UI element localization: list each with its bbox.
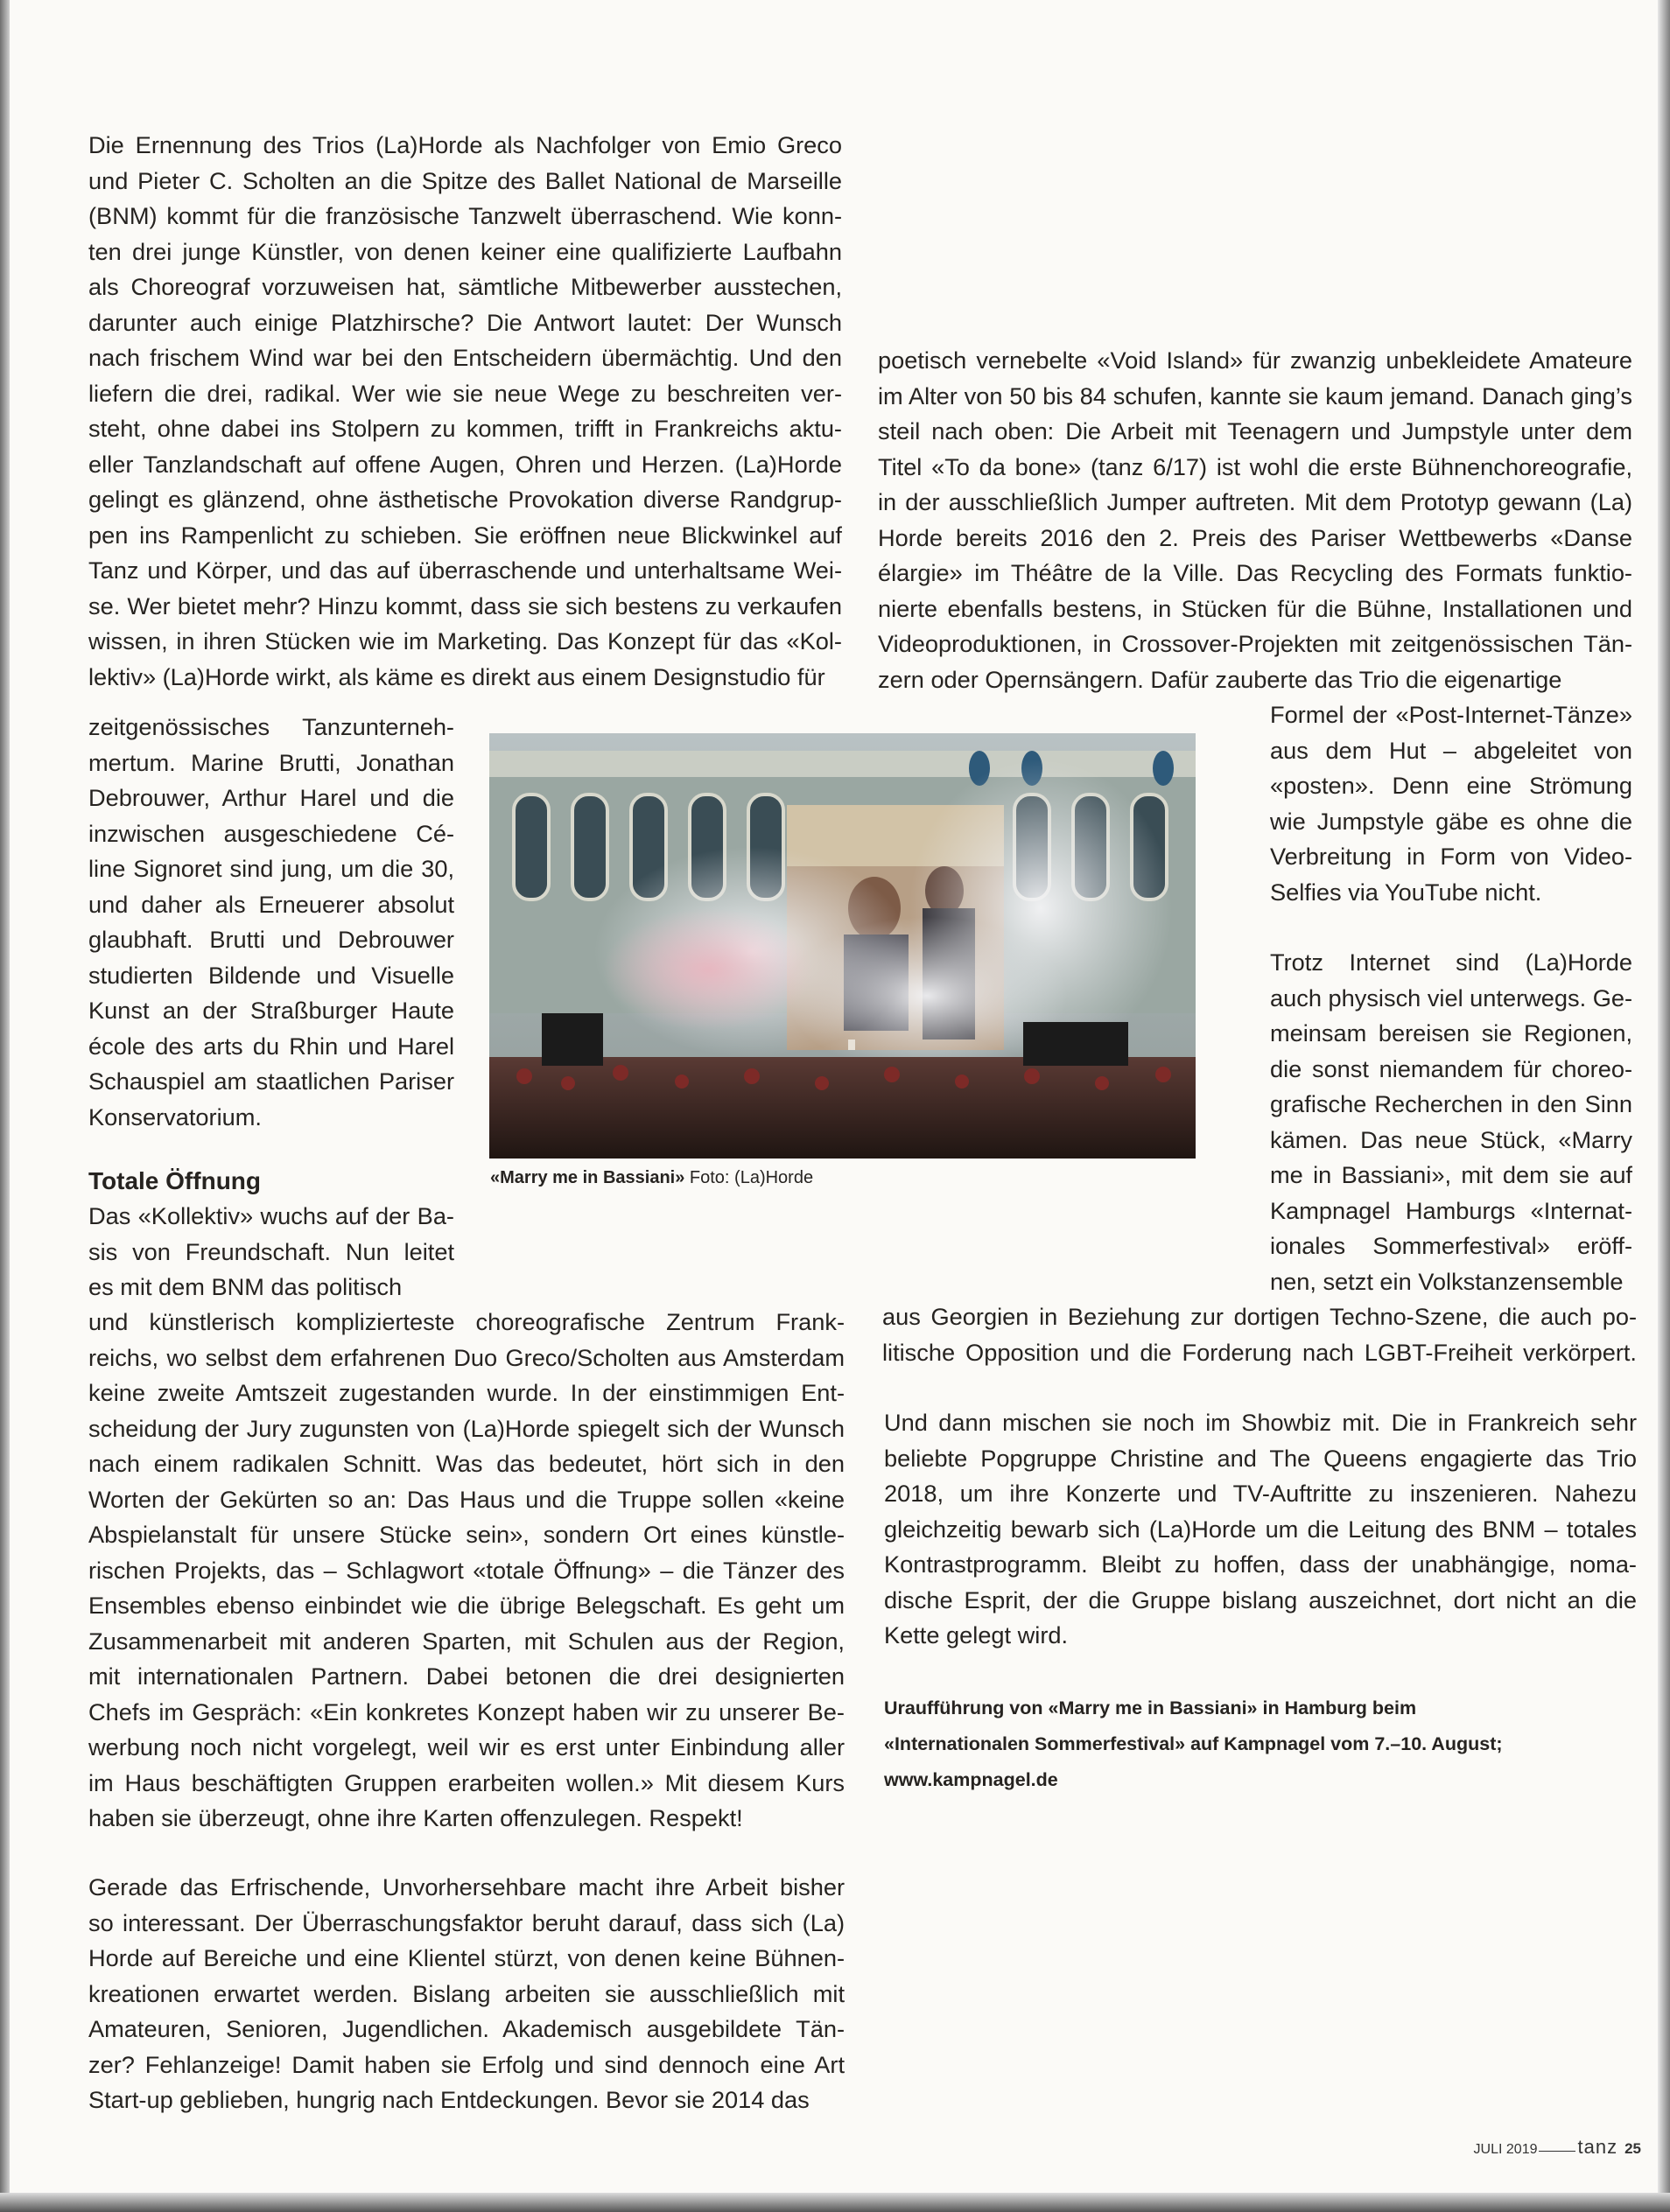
text-line: Videoproduktionen, in Crossover-Projekten mit zeitgenössischen Tän-: [878, 630, 1632, 657]
text-line: «posten». Denn eine Strömung: [1270, 772, 1632, 799]
text-line: grafische Recherchen in den Sinn: [1270, 1090, 1632, 1117]
text-line: Gerade das Erfrischende, Unvorhersehbare macht ihre Arbeit bisher: [88, 1873, 845, 1900]
text-line: in der ausschließlich Jumper auftreten. Mit dem Prototyp gewann (La): [878, 488, 1632, 515]
text-line: inzwischen ausgeschiedene Cé-: [88, 819, 454, 847]
text-line: als Choreograf vorzuweisen hat, sämtliche Mitbewerber ausstechen,: [88, 273, 842, 300]
text-line: und daher als Erneuerer absolut: [88, 890, 454, 918]
text-line: Horde bereits 2016 den 2. Preis des Pariser Wettbewerbs «Danse: [878, 523, 1632, 551]
text-line: mertum. Marine Brutti, Jonathan: [88, 748, 454, 776]
text-line: zeitgenössisches Tanzunterneh-: [88, 713, 454, 740]
text-line: dische Esprit, der die Gruppe bislang auszeichnet, dort nicht an die: [884, 1586, 1637, 1614]
text-line: werbung noch nicht vorgelegt, weil wir es erst unter Einbindung aller: [88, 1733, 845, 1760]
col1-section-paragraph: [88, 1305, 845, 1837]
text-line: haben sie überzeugt, ohne ihre Karten offenzulegen. Respekt!: [88, 1804, 743, 1831]
text-line: kämen. Das neue Stück, «Marry: [1270, 1125, 1632, 1153]
col2-narrow-paragraph-2: [1270, 945, 1632, 1299]
section-heading: Totale Öffnung: [88, 1167, 261, 1194]
text-line: sis von Freundschaft. Nun leitet: [88, 1237, 454, 1265]
text-line: ten drei junge Künstler, von denen keiner eine qualifizierte Laufbahn: [88, 237, 842, 265]
text-line: école des arts du Rhin und Harel: [88, 1032, 454, 1060]
text-line: und Pieter C. Scholten an die Spitze des Ballet National de Marseille: [88, 166, 842, 194]
text-line: Amateuren, Senioren, Jugendlichen. Akademisch ausgebildete Tän-: [88, 2015, 845, 2042]
text-line: mit internationalen Partnern. Dabei betonen die drei designierten: [88, 1662, 845, 1690]
text-line: nach einem radikalen Schnitt. Was das bedeutet, hört sich in den: [88, 1450, 845, 1477]
article-photo: [489, 733, 1196, 1158]
text-line: rischen Projekts, das – Schlagwort «totale Öffnung» – die Tänzer des: [88, 1556, 845, 1584]
text-line: Selfies via YouTube nicht.: [1270, 878, 1542, 906]
photo-caption: [490, 1166, 813, 1190]
text-line: glaubhaft. Brutti und Debrouwer: [88, 926, 454, 953]
text-line: auch physisch viel unterwegs. Ge-: [1270, 984, 1633, 1012]
event-info: [884, 1690, 1503, 1798]
text-line: ionales Sommerfestival» eröff-: [1270, 1232, 1632, 1259]
text-line: Kunst an der Straßburger Haute: [88, 997, 454, 1024]
text-line: lektiv» (La)Horde wirkt, als käme es direkt aus einem Designstudio für: [88, 662, 825, 690]
text-line: litische Opposition und die Forderung nach LGBT-Freiheit verkörpert.: [882, 1338, 1637, 1366]
text-line: Kette gelegt wird.: [884, 1621, 1069, 1648]
text-line: wie Jumpstyle gäbe es ohne die: [1270, 807, 1632, 835]
col1-bottom-paragraph: [88, 1870, 845, 2118]
col2-final-paragraph: [884, 1405, 1637, 1654]
event-info-line: «Internationalen Sommerfestival» auf Kampnagel vom 7.–10. August;: [884, 1733, 1503, 1754]
text-line: die sonst niemandem für choreo-: [1270, 1054, 1632, 1082]
text-line: Chefs im Gespräch: «Ein konkretes Konzept haben wir zu unserer Be-: [88, 1698, 845, 1726]
col2-wide-paragraph: [882, 1299, 1637, 1370]
text-line: Tanz und Körper, und das auf überraschende und unterhaltsame Wei-: [88, 556, 842, 584]
text-line: zer? Fehlanzeige! Damit haben sie Erfolg und sind dennoch eine Art: [88, 2050, 845, 2078]
text-line: steht, ohne dabei ins Stolpern zu kommen, trifft in Frankreichs aktu-: [88, 415, 842, 442]
text-line: nach frischem Wind war bei den Entscheidern übermächtig. Und den: [88, 344, 842, 371]
event-info-line: www.kampnagel.de: [884, 1769, 1058, 1790]
text-line: im Haus beschäftigten Gruppen erarbeiten wollen.» Mit diesem Kurs: [88, 1768, 845, 1796]
footer-magazine: tanz: [1577, 2136, 1618, 2158]
text-line: Start-up geblieben, hungrig nach Entdeckungen. Bevor sie 2014 das: [88, 2086, 810, 2113]
text-line: im Alter von 50 bis 84 schufen, kannte sie kaum jemand. Danach ging’s: [878, 382, 1632, 410]
text-line: steil nach oben: Die Arbeit mit Teenagern und Jumpstyle unter dem: [878, 417, 1632, 444]
text-line: beliebte Popgruppe Christine and The Queens engagierte das Trio: [884, 1444, 1637, 1472]
text-line: Worten der Gekürten so an: Das Haus und die Truppe sollen «keine: [88, 1485, 845, 1513]
photo-caption-credit: Foto: (La)Horde: [689, 1168, 814, 1187]
text-line: nierte ebenfalls bestens, in Stücken für die Bühne, Installationen und: [878, 594, 1632, 622]
text-line: darunter auch einige Platzhirsche? Die Antwort lautet: Der Wunsch: [88, 308, 842, 336]
scan-edge-right: [1658, 0, 1670, 2212]
event-info-line: Uraufführung von «Marry me in Bassiani» in Hamburg beim: [884, 1698, 1417, 1718]
text-line: Die Ernennung des Trios (La)Horde als Nachfolger von Emio Greco: [88, 131, 842, 158]
text-line: es mit dem BNM das politisch: [88, 1273, 403, 1300]
text-line: élargie» im Théâtre de la Ville. Das Recycling des Formats funktio-: [878, 559, 1632, 586]
text-line: scheidung der Jury zugunsten von (La)Horde spiegelt sich der Wunsch: [88, 1414, 845, 1442]
footer-page-number: 25: [1624, 2140, 1641, 2157]
text-line: studierten Bildende und Visuelle: [88, 961, 454, 989]
text-line: Zusammenarbeit mit anderen Sparten, mit Schulen aus der Region,: [88, 1627, 845, 1655]
text-line: aus dem Hut – abgeleitet von: [1270, 736, 1632, 764]
text-line: Abspielanstalt für unsere Stücke sein», sondern Ort eines künstle-: [88, 1521, 845, 1548]
text-line: gleichzeitig bewarb sich (La)Horde um die Leitung des BNM – totales: [884, 1515, 1637, 1543]
text-line: Das «Kollektiv» wuchs auf der Ba-: [88, 1202, 454, 1229]
text-line: Kontrastprogramm. Bleibt zu hoffen, dass der unabhängige, noma-: [884, 1550, 1637, 1578]
text-line: Und dann mischen sie noch im Showbiz mit. Die in Frankreich sehr: [884, 1409, 1637, 1436]
text-line: Ensembles ebenso einbindet wie die übrige Belegschaft. Es geht um: [88, 1592, 845, 1619]
text-line: me in Bassiani», mit dem sie auf: [1270, 1161, 1632, 1188]
text-line: line Signoret sind jung, um die 30,: [88, 855, 454, 882]
text-line: nen, setzt ein Volkstanzensemble: [1270, 1267, 1624, 1295]
text-line: Debrouwer, Arthur Harel und die: [88, 784, 454, 811]
col1-narrow-paragraph: [88, 710, 454, 1135]
text-line: pen ins Rampenlicht zu schieben. Sie eröffnen neue Blickwinkel auf: [88, 521, 842, 549]
text-line: Kampnagel Hamburgs «Internat-: [1270, 1196, 1632, 1224]
text-line: und künstlerisch komplizierteste choreografische Zentrum Frank-: [88, 1308, 845, 1335]
text-line: Verbreitung in Form von Video-: [1270, 843, 1632, 870]
text-line: zern oder Opernsängern. Dafür zauberte das Trio die eigenartige: [878, 665, 1562, 693]
text-line: meinsam bereisen sie Regionen,: [1270, 1019, 1632, 1046]
scan-edge-left: [0, 0, 10, 2212]
text-line: (BNM) kommt für die französische Tanzwelt überraschend. Wie konn-: [88, 202, 842, 229]
text-line: 2018, um ihre Konzerte und TV-Auftritte zu inszenieren. Nahezu: [884, 1480, 1637, 1507]
text-line: reichs, wo selbst dem erfahrenen Duo Greco/Scholten aus Amsterdam: [88, 1343, 845, 1371]
text-line: Titel «To da bone» (tanz 6/17) ist wohl die erste Bühnenchoreografie,: [878, 452, 1632, 480]
text-line: Konservatorium.: [88, 1102, 262, 1130]
col1-section-narrow: [88, 1199, 454, 1306]
text-line: wissen, in ihren Stücken wie im Marketing. Das Konzept für das «Kol-: [88, 627, 842, 654]
footer-rule: [1539, 2151, 1575, 2152]
speaker-left: [542, 1013, 603, 1066]
text-line: gelingt es glänzend, ohne ästhetische Provokation diverse Randgrup-: [88, 486, 842, 513]
scan-edge-bottom: [0, 2193, 1670, 2212]
text-line: Trotz Internet sind (La)Horde: [1270, 948, 1632, 976]
text-line: se. Wer bietet mehr? Hinzu kommt, dass sie sich bestens zu verkaufen: [88, 592, 842, 620]
text-line: liefern die drei, radikal. Wer wie sie neue Wege zu beschreiten ver-: [88, 379, 842, 407]
footer-issue: JULI 2019: [1473, 2142, 1538, 2157]
text-line: eller Tanzlandschaft auf offene Augen, Ohren und Herzen. (La)Horde: [88, 450, 842, 478]
photo-caption-title: «Marry me in Bassiani»: [490, 1168, 685, 1187]
text-line: Horde auf Bereiche und eine Klientel stürzt, von denen keine Bühnen-: [88, 1944, 845, 1971]
speaker-right: [1023, 1022, 1128, 1066]
col2-top-paragraph: [878, 343, 1632, 697]
smoke-cloud-pink: [603, 908, 813, 1031]
page-footer: [1474, 2137, 1641, 2160]
text-line: aus Georgien in Beziehung zur dortigen Techno-Szene, die auch po-: [882, 1303, 1637, 1330]
col1-lead-paragraph: [88, 128, 842, 695]
text-line: poetisch vernebelte «Void Island» für zwanzig unbekleidete Amateure: [878, 346, 1632, 374]
text-line: Formel der «Post-Internet-Tänze»: [1270, 701, 1632, 728]
text-line: kreationen erwartet werden. Bislang arbeiten sie ausschließlich mit: [88, 1979, 845, 2007]
col2-narrow-paragraph: [1270, 697, 1632, 910]
text-line: keine zweite Amtszeit zugestanden wurde. In der einstimmigen Ent-: [88, 1379, 845, 1406]
text-line: so interessant. Der Überraschungsfaktor beruht darauf, dass sich (La): [88, 1908, 845, 1936]
text-line: Schauspiel am staatlichen Pariser: [88, 1068, 454, 1095]
